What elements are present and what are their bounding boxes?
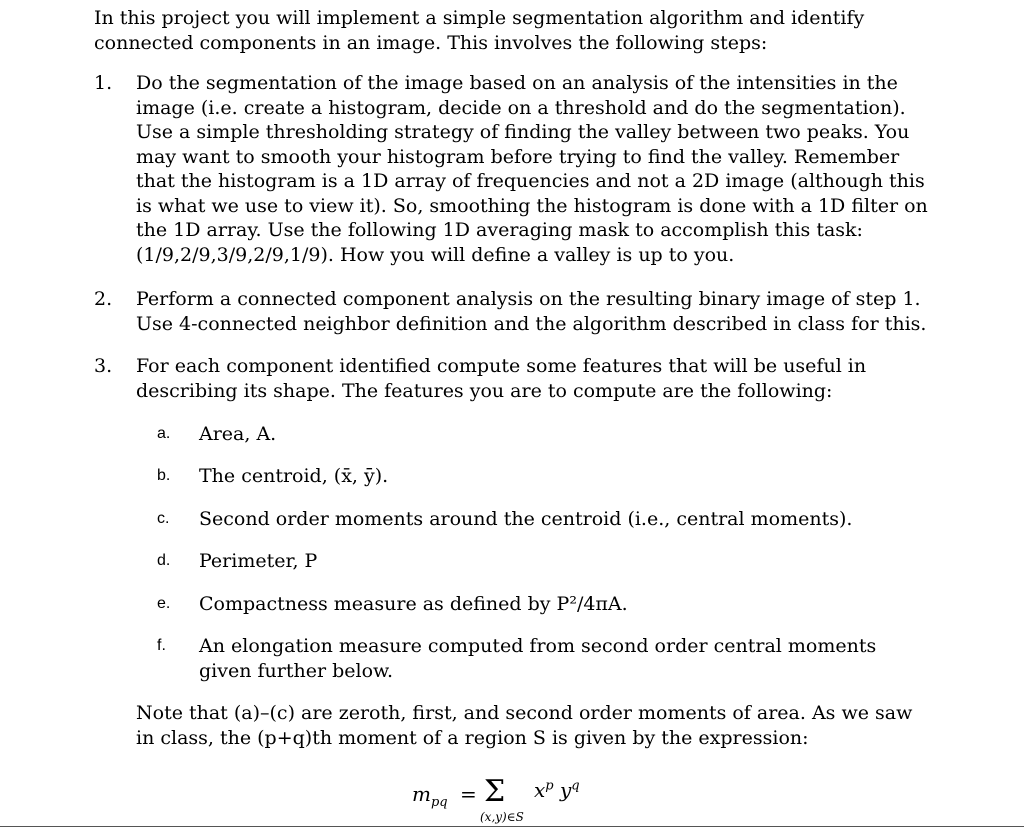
formula-lhs: $m_{pq}$ — [412, 782, 448, 810]
feature-a-text: Area, A. — [199, 423, 277, 445]
intro-paragraph: In this project you will implement a simple segmentation algorithm and identify connected components in an image. This involves the following steps: — [94, 7, 865, 54]
feature-d-letter: d. — [157, 552, 171, 569]
feature-f-text: An elongation measure computed from second order central moments given further below. — [199, 635, 877, 682]
step-1-number: 1. — [94, 72, 113, 94]
page-bottom-rule — [0, 826, 1024, 827]
formula-equals: = — [460, 782, 477, 806]
formula-rhs: $x^p$ $y^q$ — [534, 778, 580, 802]
feature-e-text: Compactness measure as defined by P²/4πA. — [199, 593, 628, 615]
step-3-text: For each component identified compute some features that will be useful in describing its shape. The features you are to compute are the following: — [136, 355, 867, 402]
feature-a-letter: a. — [157, 425, 171, 442]
step-2-text: Perform a connected component analysis on the resulting binary image of step 1. Use 4-connected neighbor definition and the algorithm described in class for this. — [136, 288, 927, 335]
feature-d-text: Perimeter, P — [199, 550, 318, 572]
feature-c-text: Second order moments around the centroid (i.e., central moments). — [199, 508, 853, 530]
step-1-text: Do the segmentation of the image based on an analysis of the intensities in the image (i.e. create a histogram, decide on a threshold and do the segmentation). Use a simple thresholding strategy of finding the valley between two peaks. You may want to smooth your histogram before trying to find the valley. Remember that the histogram is a 1D array of frequencies and not a 2D image (although this is what we use to view it). So, smoothing the histogram is done with a 1D filter on the 1D array. Use the following 1D averaging mask to accomplish this task: (1/9,2/9,3/9,2/9,1/9). How you will define a valley is up to you. — [136, 72, 928, 266]
note-paragraph: Note that (a)–(c) are zeroth, first, and second order moments of area. As we saw in class, the (p+q)th moment of a region S is given by the expression: — [136, 702, 913, 749]
step-2-number: 2. — [94, 288, 113, 310]
formula-summation-range: (x,y)∈S — [480, 810, 524, 824]
feature-f-letter: f. — [157, 637, 166, 654]
feature-c-letter: c. — [157, 510, 170, 527]
step-3-number: 3. — [94, 355, 113, 377]
feature-b-text: The centroid, (x̄, ȳ). — [199, 465, 389, 487]
sigma-symbol: Σ — [484, 774, 506, 809]
feature-e-letter: e. — [157, 595, 171, 612]
feature-b-letter: b. — [157, 467, 171, 484]
